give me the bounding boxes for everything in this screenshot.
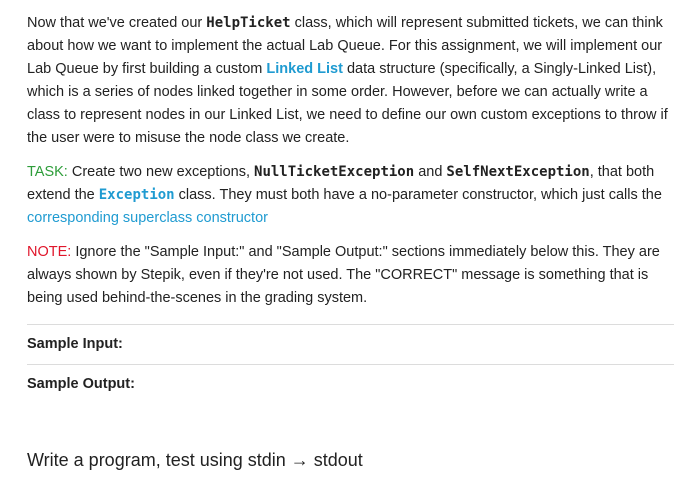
sample-input-section bbox=[27, 324, 674, 364]
null-ticket-exception-code: NullTicketException bbox=[254, 164, 415, 180]
task-text-2: and bbox=[414, 164, 447, 180]
helpticket-code: HelpTicket bbox=[206, 15, 291, 31]
task-paragraph bbox=[27, 161, 674, 230]
note-text: Ignore the "Sample Input:" and "Sample Output:" sections immediately below this. They are always shown by Stepik, even if they're not used. The "CORRECT" message is something that is being used behind-the-scenes in the grading system. bbox=[27, 244, 660, 306]
intro-text-3: data structure (specifically, a Singly-Linked List), which is a series of nodes linked together in some order. However, before we can actually write a class to represent nodes in our Linked List, we need to define our own custom exceptions to throw if the user were to misuse the node class we create. bbox=[27, 61, 668, 146]
intro-text-2: class, which will represent submitted tickets, we can think about how we want to implement the actual Lab Queue. For this assignment, we will implement our Lab Queue by first building a custom bbox=[27, 15, 663, 77]
task-text-3: , that both extend the bbox=[27, 164, 655, 203]
exception-class-link[interactable]: Exception bbox=[98, 187, 175, 203]
superclass-constructor-link[interactable]: corresponding superclass constructor bbox=[27, 210, 268, 226]
note-label: NOTE: bbox=[27, 244, 72, 260]
note-paragraph bbox=[27, 241, 674, 310]
intro-paragraph bbox=[27, 12, 674, 150]
self-next-exception-code: SelfNextException bbox=[446, 164, 590, 180]
linked-list-link[interactable]: Linked List bbox=[266, 61, 343, 77]
intro-text-1: Now that we've created our bbox=[27, 15, 207, 31]
sample-output-section bbox=[27, 364, 674, 404]
sample-output-label: Sample Output: bbox=[27, 376, 135, 392]
task-text-1: Create two new exceptions, bbox=[67, 164, 255, 180]
sample-input-label: Sample Input: bbox=[27, 336, 123, 352]
write-program-heading: Write a program, test using stdin → stdout bbox=[27, 450, 363, 470]
task-label: TASK: bbox=[27, 164, 68, 180]
task-text-4: class. They must both have a no-parameter constructor, which just calls the bbox=[174, 187, 662, 203]
